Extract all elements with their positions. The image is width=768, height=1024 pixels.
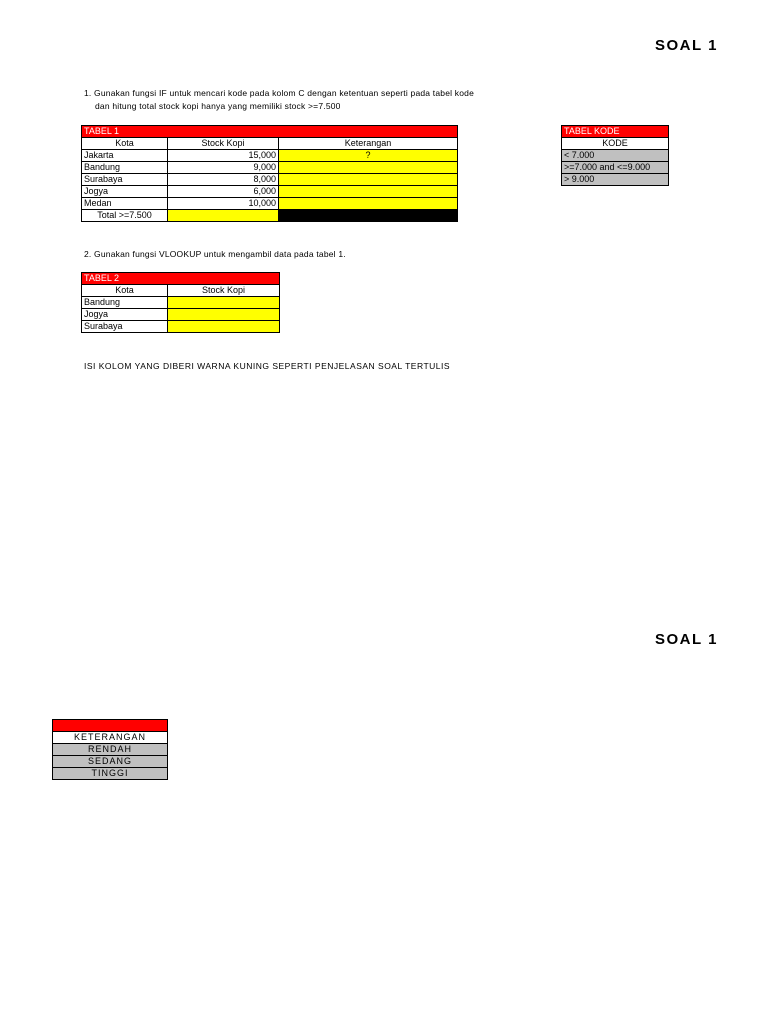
- cell-keterangan[interactable]: ?: [279, 150, 458, 162]
- cell-stock[interactable]: 15,000: [168, 150, 279, 162]
- instruction-note: ISI KOLOM YANG DIBERI WARNA KUNING SEPERTI PENJELASAN SOAL TERTULIS: [84, 361, 451, 371]
- question-1-line-1: 1. Gunakan fungsi IF untuk mencari kode pada kolom C dengan ketentuan seperti pada tabel kode: [84, 88, 475, 98]
- table-row: [82, 174, 458, 186]
- table-row: [82, 297, 280, 309]
- tabel-kode-row[interactable]: >=7.000 and <=9.000: [562, 162, 669, 174]
- keterangan-row[interactable]: RENDAH: [53, 744, 168, 756]
- cell-kota[interactable]: Jogya: [82, 186, 168, 198]
- total-value-cell[interactable]: [168, 210, 279, 222]
- tabel-kode-title: TABEL KODE: [562, 126, 669, 138]
- cell-kota[interactable]: Bandung: [82, 162, 168, 174]
- cell-kota[interactable]: Surabaya: [82, 321, 168, 333]
- cell-keterangan[interactable]: [279, 186, 458, 198]
- tabel-kode-header: KODE: [562, 138, 669, 150]
- question-2: 2. Gunakan fungsi VLOOKUP untuk mengambil data pada tabel 1.: [84, 249, 346, 259]
- cell-kota[interactable]: Medan: [82, 198, 168, 210]
- table-row: [82, 321, 280, 333]
- table-1-header-stock: Stock Kopi: [168, 138, 279, 150]
- table-1: [81, 125, 458, 222]
- total-label[interactable]: Total >=7.500: [82, 210, 168, 222]
- tabel-kode: [561, 125, 669, 186]
- table-1-total-row: [82, 210, 458, 222]
- page-header-soal-1: SOAL 1: [655, 37, 718, 54]
- cell-kota[interactable]: Surabaya: [82, 174, 168, 186]
- keterangan-row[interactable]: TINGGI: [53, 768, 168, 780]
- cell-stock[interactable]: 10,000: [168, 198, 279, 210]
- table-1-header-keterangan: Keterangan: [279, 138, 458, 150]
- table-row: [82, 198, 458, 210]
- tabel-kode-row[interactable]: < 7.000: [562, 150, 669, 162]
- table-row: [82, 162, 458, 174]
- cell-stock[interactable]: 6,000: [168, 186, 279, 198]
- cell-keterangan[interactable]: [279, 174, 458, 186]
- cell-stock[interactable]: 9,000: [168, 162, 279, 174]
- table-row: [82, 309, 280, 321]
- table-1-title: TABEL 1: [82, 126, 458, 138]
- keterangan-row[interactable]: SEDANG: [53, 756, 168, 768]
- table-2-header-kota: Kota: [82, 285, 168, 297]
- table-2-header-stock: Stock Kopi: [168, 285, 280, 297]
- question-1-line-2: dan hitung total stock kopi hanya yang memiliki stock >=7.500: [95, 101, 341, 111]
- keterangan-table-header: KETERANGAN: [53, 732, 168, 744]
- cell-kota[interactable]: Jogya: [82, 309, 168, 321]
- table-2: [81, 272, 280, 333]
- keterangan-table: [52, 719, 168, 780]
- page-header-soal-1-bottom: SOAL 1: [655, 631, 718, 648]
- cell-stock[interactable]: 8,000: [168, 174, 279, 186]
- table-2-title: TABEL 2: [82, 273, 280, 285]
- keterangan-table-title: [53, 720, 168, 732]
- cell-keterangan[interactable]: [279, 162, 458, 174]
- table-row: [82, 186, 458, 198]
- table-row: [82, 150, 458, 162]
- cell-stock[interactable]: [168, 321, 280, 333]
- tabel-kode-row[interactable]: > 9.000: [562, 174, 669, 186]
- cell-kota[interactable]: Bandung: [82, 297, 168, 309]
- cell-kota[interactable]: Jakarta: [82, 150, 168, 162]
- cell-stock[interactable]: [168, 297, 280, 309]
- table-1-header-kota: Kota: [82, 138, 168, 150]
- cell-keterangan[interactable]: [279, 198, 458, 210]
- cell-stock[interactable]: [168, 309, 280, 321]
- total-blank-cell[interactable]: [279, 210, 458, 222]
